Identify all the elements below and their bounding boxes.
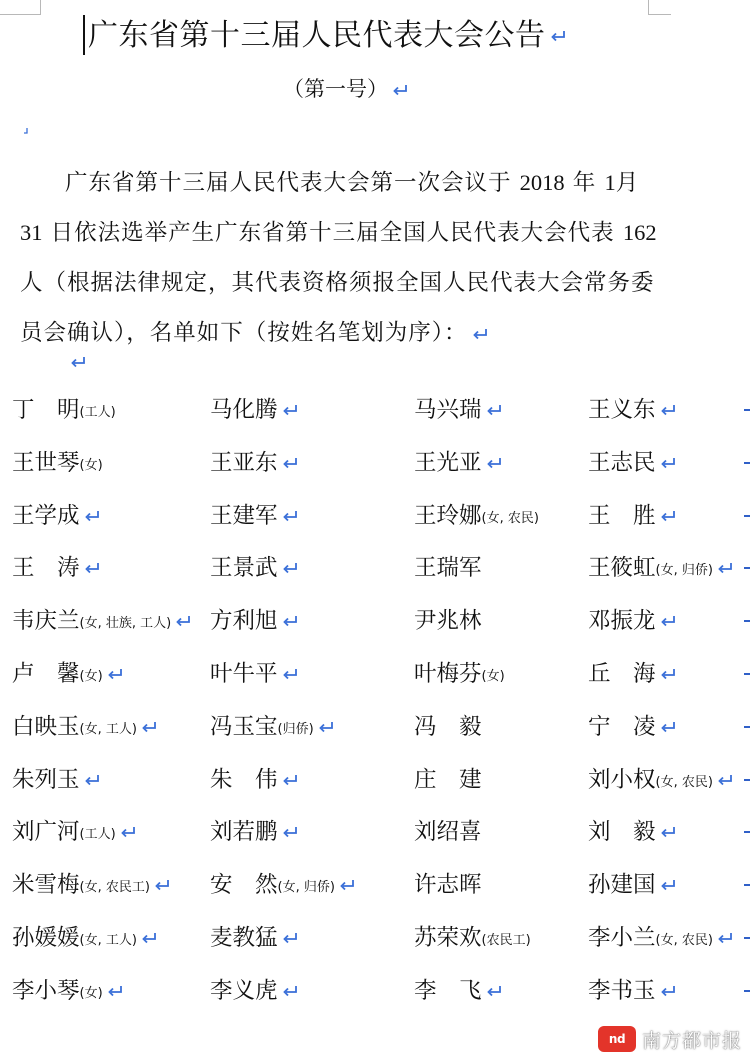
- delegate-entry[interactable]: [414, 548, 482, 591]
- delegate-name: 王筱虹: [588, 555, 656, 582]
- delegate-row: [0, 707, 750, 747]
- delegate-entry[interactable]: [588, 654, 677, 697]
- delegate-entry[interactable]: [414, 601, 482, 644]
- delegate-entry[interactable]: [12, 496, 101, 539]
- delegate-row: [0, 443, 750, 483]
- delegate-note: (工人): [79, 827, 116, 843]
- right-margin-mark: [744, 620, 750, 622]
- delegate-name: 李小琴: [12, 977, 80, 1004]
- delegate-name: 马化腾: [210, 397, 278, 423]
- right-margin-mark: [744, 990, 750, 992]
- return-arrow-icon: [660, 985, 677, 998]
- delegate-entry[interactable]: [414, 918, 531, 961]
- right-margin-mark: [744, 937, 750, 939]
- delegate-name: 尹兆林: [414, 608, 482, 635]
- right-margin-mark: [744, 884, 750, 886]
- delegate-name: 丘 海: [588, 661, 656, 687]
- return-arrow-icon: [550, 30, 567, 43]
- delegate-entry[interactable]: [414, 654, 505, 697]
- delegate-entry[interactable]: [210, 971, 299, 1014]
- delegate-name: 宁 凌: [588, 713, 656, 740]
- delegate-name: 李义虎: [210, 977, 278, 1004]
- delegate-note: (女, 农民): [481, 510, 539, 526]
- delegate-note: (女): [79, 457, 103, 473]
- return-arrow-icon: [660, 721, 677, 734]
- delegate-note: (农民工): [481, 933, 531, 948]
- delegate-name: 麦教猛: [210, 925, 278, 951]
- return-arrow-icon: [282, 668, 299, 681]
- delegate-entry[interactable]: [414, 443, 503, 486]
- return-arrow-icon: [392, 84, 409, 97]
- delegate-name: 叶梅芬: [414, 661, 482, 687]
- return-arrow-icon: [660, 668, 677, 681]
- return-arrow-icon: [282, 457, 299, 470]
- delegate-name: 卢 馨: [12, 661, 80, 687]
- announcement-body[interactable]: [20, 158, 660, 358]
- delegate-name: 白映玉: [12, 713, 80, 740]
- delegate-entry[interactable]: [588, 760, 734, 803]
- text-cursor: [83, 15, 85, 55]
- delegate-row: [0, 601, 750, 641]
- delegate-name: 马兴瑞: [414, 397, 482, 423]
- return-arrow-icon: [282, 510, 299, 523]
- delegate-note: (女): [79, 669, 103, 684]
- delegate-entry[interactable]: [588, 918, 734, 961]
- return-arrow-icon: [717, 774, 734, 787]
- right-margin-mark: [744, 726, 750, 728]
- delegate-name: 韦庆兰: [12, 608, 80, 635]
- delegate-entry[interactable]: [210, 496, 299, 539]
- return-arrow-icon: [154, 879, 171, 892]
- body-line: 广东省第十三届人民代表大会第一次会议于 2018 年 1: [65, 170, 616, 196]
- delegate-entry[interactable]: [210, 760, 299, 803]
- delegate-name: 刘小权: [588, 766, 656, 793]
- delegate-entry[interactable]: [12, 443, 103, 486]
- delegate-name: 刘若鹏: [210, 819, 278, 846]
- delegate-entry[interactable]: [12, 760, 101, 803]
- delegate-entry[interactable]: [12, 865, 171, 908]
- delegate-name: 孙建国: [588, 872, 656, 899]
- delegate-note: (女, 农民工): [79, 880, 150, 896]
- delegate-name: 王玲娜: [414, 502, 482, 529]
- return-arrow-icon: [120, 826, 137, 839]
- return-arrow-icon: [107, 668, 124, 681]
- delegate-entry[interactable]: [414, 971, 503, 1014]
- page-corner-marker-left: [0, 0, 41, 15]
- delegate-entry[interactable]: [414, 760, 482, 803]
- page-corner-marker-right: [648, 0, 671, 15]
- return-arrow-icon: [660, 879, 677, 892]
- delegate-entry[interactable]: [588, 601, 677, 644]
- delegate-name: 刘 毅: [588, 819, 656, 846]
- delegate-entry[interactable]: [210, 654, 299, 697]
- delegate-name: 王义东: [588, 397, 656, 423]
- return-arrow-icon: [717, 932, 734, 945]
- body-line: 月 31 日依法选举产生广东省第十三届全国人民代表大会代: [20, 170, 640, 246]
- announcement-title-text: 广东省第十三届人民代表大会公告: [88, 18, 546, 53]
- return-arrow-icon: [486, 457, 503, 470]
- delegate-name: 王亚东: [210, 449, 278, 476]
- return-arrow-icon: [282, 774, 299, 787]
- right-margin-mark: [744, 831, 750, 833]
- delegate-note: (女, 农民): [655, 774, 713, 790]
- right-margin-mark: [744, 673, 750, 675]
- delegate-name: 王志民: [588, 449, 656, 476]
- delegate-entry[interactable]: [12, 812, 137, 855]
- delegate-name: 邓振龙: [588, 608, 656, 635]
- return-arrow-icon: [660, 457, 677, 470]
- return-arrow-icon: [84, 510, 101, 523]
- delegate-note: (女, 农民): [655, 933, 713, 948]
- announcement-number-text: （第一号）: [283, 77, 388, 101]
- return-arrow-icon: [486, 985, 503, 998]
- delegate-entry[interactable]: [12, 971, 124, 1014]
- delegate-entry[interactable]: [414, 707, 482, 750]
- delegate-entry[interactable]: [12, 707, 158, 750]
- right-margin-mark: [744, 515, 750, 517]
- delegate-name: 王光亚: [414, 449, 482, 476]
- delegate-name: 庄 建: [414, 766, 482, 793]
- delegate-note: (工人): [79, 405, 116, 420]
- delegate-entry[interactable]: [12, 390, 116, 433]
- return-arrow-icon: [70, 356, 87, 369]
- return-arrow-icon: [282, 826, 299, 839]
- delegate-name: 朱列玉: [12, 766, 80, 793]
- delegate-entry[interactable]: [12, 601, 192, 644]
- delegate-entry[interactable]: [12, 918, 158, 961]
- empty-paragraph[interactable]: [66, 352, 87, 371]
- delegate-entry[interactable]: [588, 812, 677, 855]
- delegate-note: (归侨): [277, 721, 314, 737]
- delegate-entry[interactable]: [210, 390, 299, 433]
- return-arrow-icon: [660, 510, 677, 523]
- return-arrow-icon: [717, 562, 734, 575]
- newspaper-watermark: [598, 1025, 742, 1053]
- return-arrow-icon: [84, 562, 101, 575]
- delegate-entry[interactable]: [210, 918, 299, 961]
- delegate-entry[interactable]: [210, 812, 299, 855]
- delegate-name: 王 涛: [12, 555, 80, 582]
- announcement-title[interactable]: [88, 18, 567, 54]
- return-arrow-icon: [660, 404, 677, 417]
- delegate-name: 李 飞: [414, 977, 482, 1004]
- delegate-name: 王学成: [12, 502, 80, 529]
- delegate-row: [0, 812, 750, 852]
- delegate-entry[interactable]: [414, 865, 482, 908]
- delegate-entry[interactable]: [588, 707, 677, 750]
- delegate-name: 米雪梅: [12, 872, 80, 899]
- delegate-name: 冯 毅: [414, 713, 482, 740]
- body-line: 会常务委员会确认），名单如下（按姓名笔划为序）：: [20, 270, 655, 346]
- right-margin-mark: [744, 462, 750, 464]
- delegate-note: (女): [79, 985, 103, 1001]
- return-arrow-icon: [282, 932, 299, 945]
- delegate-entry[interactable]: [588, 496, 677, 539]
- delegate-name: 刘广河: [12, 819, 80, 846]
- delegate-name: 李书玉: [588, 977, 656, 1004]
- delegate-name: 刘绍喜: [414, 819, 482, 846]
- delegate-note: (女, 工人): [79, 721, 137, 737]
- delegate-entry[interactable]: [414, 390, 503, 433]
- delegate-entry[interactable]: [210, 865, 356, 908]
- delegate-name: 王建军: [210, 502, 278, 529]
- delegate-name: 王 胜: [588, 502, 656, 529]
- delegate-entry[interactable]: [210, 443, 299, 486]
- delegate-row: [0, 865, 750, 905]
- delegate-name: 丁 明: [12, 397, 80, 423]
- delegate-name: 李小兰: [588, 925, 656, 951]
- delegate-note: (女): [481, 669, 505, 684]
- delegate-entry[interactable]: [588, 548, 734, 591]
- delegate-row: [0, 390, 750, 430]
- delegate-note: (女, 工人): [79, 933, 137, 948]
- return-arrow-icon: [141, 932, 158, 945]
- delegate-row: [0, 971, 750, 1011]
- delegate-name: 叶牛平: [210, 661, 278, 687]
- delegate-entry[interactable]: [588, 443, 677, 486]
- return-arrow-icon: [107, 985, 124, 998]
- delegate-entry[interactable]: [210, 707, 335, 750]
- return-arrow-icon: [660, 826, 677, 839]
- return-arrow-icon: [282, 615, 299, 628]
- newspaper-name: 南方都市报: [642, 1029, 743, 1052]
- return-arrow-icon: [660, 615, 677, 628]
- delegate-entry[interactable]: [414, 812, 482, 855]
- return-arrow-icon: [141, 721, 158, 734]
- delegate-entry[interactable]: [588, 865, 677, 908]
- right-margin-mark: [744, 409, 750, 411]
- return-arrow-icon: [282, 404, 299, 417]
- delegate-name: 方利旭: [210, 608, 278, 635]
- newspaper-logo-icon: nd: [598, 1026, 636, 1052]
- delegate-name: 冯玉宝: [210, 713, 278, 740]
- delegate-name: 苏荣欢: [414, 925, 482, 951]
- return-arrow-icon: [282, 985, 299, 998]
- right-margin-mark: [744, 567, 750, 569]
- small-format-mark-icon: [23, 128, 29, 136]
- right-margin-mark: [744, 779, 750, 781]
- return-arrow-icon: [282, 562, 299, 575]
- return-arrow-icon: [318, 721, 335, 734]
- delegate-name: 孙媛媛: [12, 925, 80, 951]
- delegate-name: 王世琴: [12, 449, 80, 476]
- delegate-note: (女, 归侨): [655, 563, 713, 579]
- delegate-note: (女, 壮族, 工人): [79, 616, 172, 632]
- return-arrow-icon: [175, 615, 192, 628]
- delegate-name: 安 然: [210, 872, 278, 899]
- delegate-name: 王景武: [210, 555, 278, 582]
- delegate-name: 王瑞军: [414, 555, 482, 582]
- announcement-number[interactable]: [283, 75, 409, 103]
- delegate-row: [0, 496, 750, 536]
- delegate-entry[interactable]: [210, 601, 299, 644]
- delegate-name: 许志晖: [414, 872, 482, 899]
- delegate-row: [0, 654, 750, 694]
- delegate-entry[interactable]: [588, 390, 677, 433]
- return-arrow-icon: [486, 404, 503, 417]
- delegate-entry[interactable]: [12, 654, 124, 697]
- delegate-entry[interactable]: [210, 548, 299, 591]
- delegate-row: [0, 760, 750, 800]
- delegate-entry[interactable]: [414, 496, 539, 539]
- delegate-row: [0, 918, 750, 958]
- delegate-entry[interactable]: [588, 971, 677, 1014]
- return-arrow-icon: [339, 879, 356, 892]
- body-line: 表 162 人（根据法律规定，其代表资格须报全国人民代表大: [20, 220, 657, 296]
- delegate-note: (女, 归侨): [277, 880, 335, 896]
- return-arrow-icon: [472, 328, 489, 341]
- delegate-row: [0, 548, 750, 588]
- return-arrow-icon: [84, 774, 101, 787]
- delegate-name: 朱 伟: [210, 766, 278, 793]
- delegate-entry[interactable]: [12, 548, 101, 591]
